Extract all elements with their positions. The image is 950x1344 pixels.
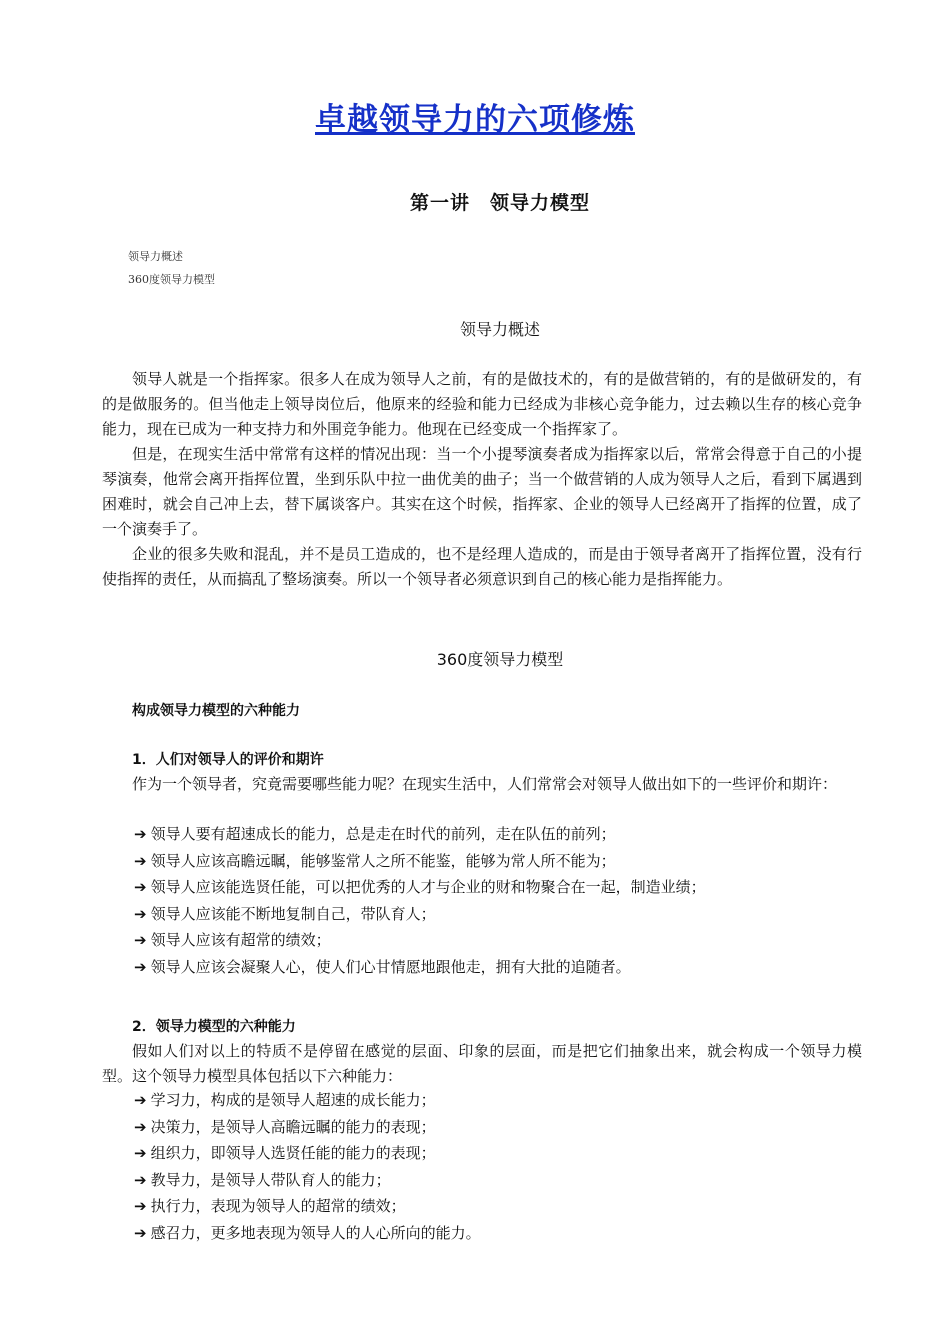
part2-heading: 2．领导力模型的六种能力 <box>132 1019 296 1035</box>
arrow-icon: ➔ <box>134 931 147 949</box>
list-item: ➔ 教导力，是领导人带队育人的能力； <box>134 1170 391 1189</box>
arrow-icon: ➔ <box>134 1197 147 1215</box>
six-abilities-list <box>134 1087 481 1246</box>
lecture-heading: 第一讲 领导力模型 <box>409 192 590 214</box>
arrow-icon: ➔ <box>134 957 147 976</box>
paragraph-failure: 企业的很多失败和混乱，并不是员工造成的，也不是经理人造成的，而是由于领导者离开了指挥位置，没有行使指挥的责任，从而搞乱了整场演奏。所以一个领导者必须意识到自己的核心能力是指挥能力。 <box>102 545 862 588</box>
arrow-icon: ➔ <box>134 878 147 896</box>
list-item: ➔ 组织力，即领导人选贤任能的能力的表现； <box>134 1144 436 1162</box>
list-item: ➔ 领导人要有超速成长的能力，总是走在时代的前列，走在队伍的前列； <box>134 825 616 843</box>
arrow-icon: ➔ <box>134 1223 147 1242</box>
arrow-icon: ➔ <box>134 1091 147 1109</box>
part1-heading: 1．人们对领导人的评价和期许 <box>132 752 324 768</box>
paragraph-conductor: 领导人就是一个指挥家。很多人在成为领导人之前，有的是做技术的，有的是做营销的，有的是做研发的，有的是做服务的。但当他走上领导岗位后，他原来的经验和能力已经成为非核心竞争能力，过去赖以生存的核心竞争能力，现在已成为一种支持力和外围竞争能力。他现在已经变成一个指挥家了。 <box>102 370 862 438</box>
toc-item-overview: 领导力概述 <box>128 250 183 263</box>
list-item: ➔ 决策力，是领导人高瞻远瞩的能力的表现； <box>134 1117 436 1136</box>
part1-intro: 作为一个领导者，究竟需要哪些能力呢？在现实生活中，人们常常会对领导人做出如下的一些评价和期许： <box>132 775 838 793</box>
arrow-icon: ➔ <box>134 825 147 843</box>
list-item: ➔ 领导人应该会凝聚人心，使人们心甘情愿地跟他走，拥有大批的追随者。 <box>134 957 631 976</box>
arrow-icon: ➔ <box>134 1144 147 1162</box>
section-heading-360-model: 360度领导力模型 <box>436 650 564 669</box>
toc-item-360-model: 360度领导力模型 <box>128 273 215 286</box>
list-item: ➔ 领导人应该能选贤任能，可以把优秀的人才与企业的财和物聚合在一起，制造业绩； <box>134 878 706 896</box>
arrow-icon: ➔ <box>134 1170 147 1189</box>
subheading-six-abilities: 构成领导力模型的六种能力 <box>132 703 300 719</box>
part2-intro: 假如人们对以上的特质不是停留在感觉的层面、印象的层面，而是把它们抽象出来，就会构成一个领导力模型。这个领导力模型具体包括以下六种能力： <box>102 1042 862 1085</box>
document-title[interactable]: 卓越领导力的六项修炼 <box>315 102 635 138</box>
list-item: ➔ 感召力，更多地表现为领导人的人心所向的能力。 <box>134 1223 481 1242</box>
paragraph-violinist: 但是，在现实生活中常常有这样的情况出现：当一个小提琴演奏者成为指挥家以后，常常会得意于自己的小提琴演奏，他常会离开指挥位置，坐到乐队中拉一曲优美的曲子；当一个做营销的人成为领导人之后，看到下属遇到困难时，就会自己冲上去，替下属谈客户。其实在这个时候，指挥家、企业的领导人已经离开了指挥的位置，成了一个演奏手了。 <box>102 445 862 538</box>
arrow-icon: ➔ <box>134 1117 147 1136</box>
arrow-icon: ➔ <box>134 904 147 923</box>
list-item: ➔ 领导人应该有超常的绩效； <box>134 931 331 949</box>
expectations-list <box>134 821 706 980</box>
list-item: ➔ 执行力，表现为领导人的超常的绩效； <box>134 1197 406 1215</box>
list-item: ➔ 学习力，构成的是领导人超速的成长能力； <box>134 1091 436 1109</box>
list-item: ➔ 领导人应该高瞻远瞩，能够鉴常人之所不能鉴，能够为常人所不能为； <box>134 851 616 870</box>
section-heading-overview: 领导力概述 <box>459 320 540 339</box>
arrow-icon: ➔ <box>134 851 147 870</box>
list-item: ➔ 领导人应该能不断地复制自己，带队育人； <box>134 904 436 923</box>
